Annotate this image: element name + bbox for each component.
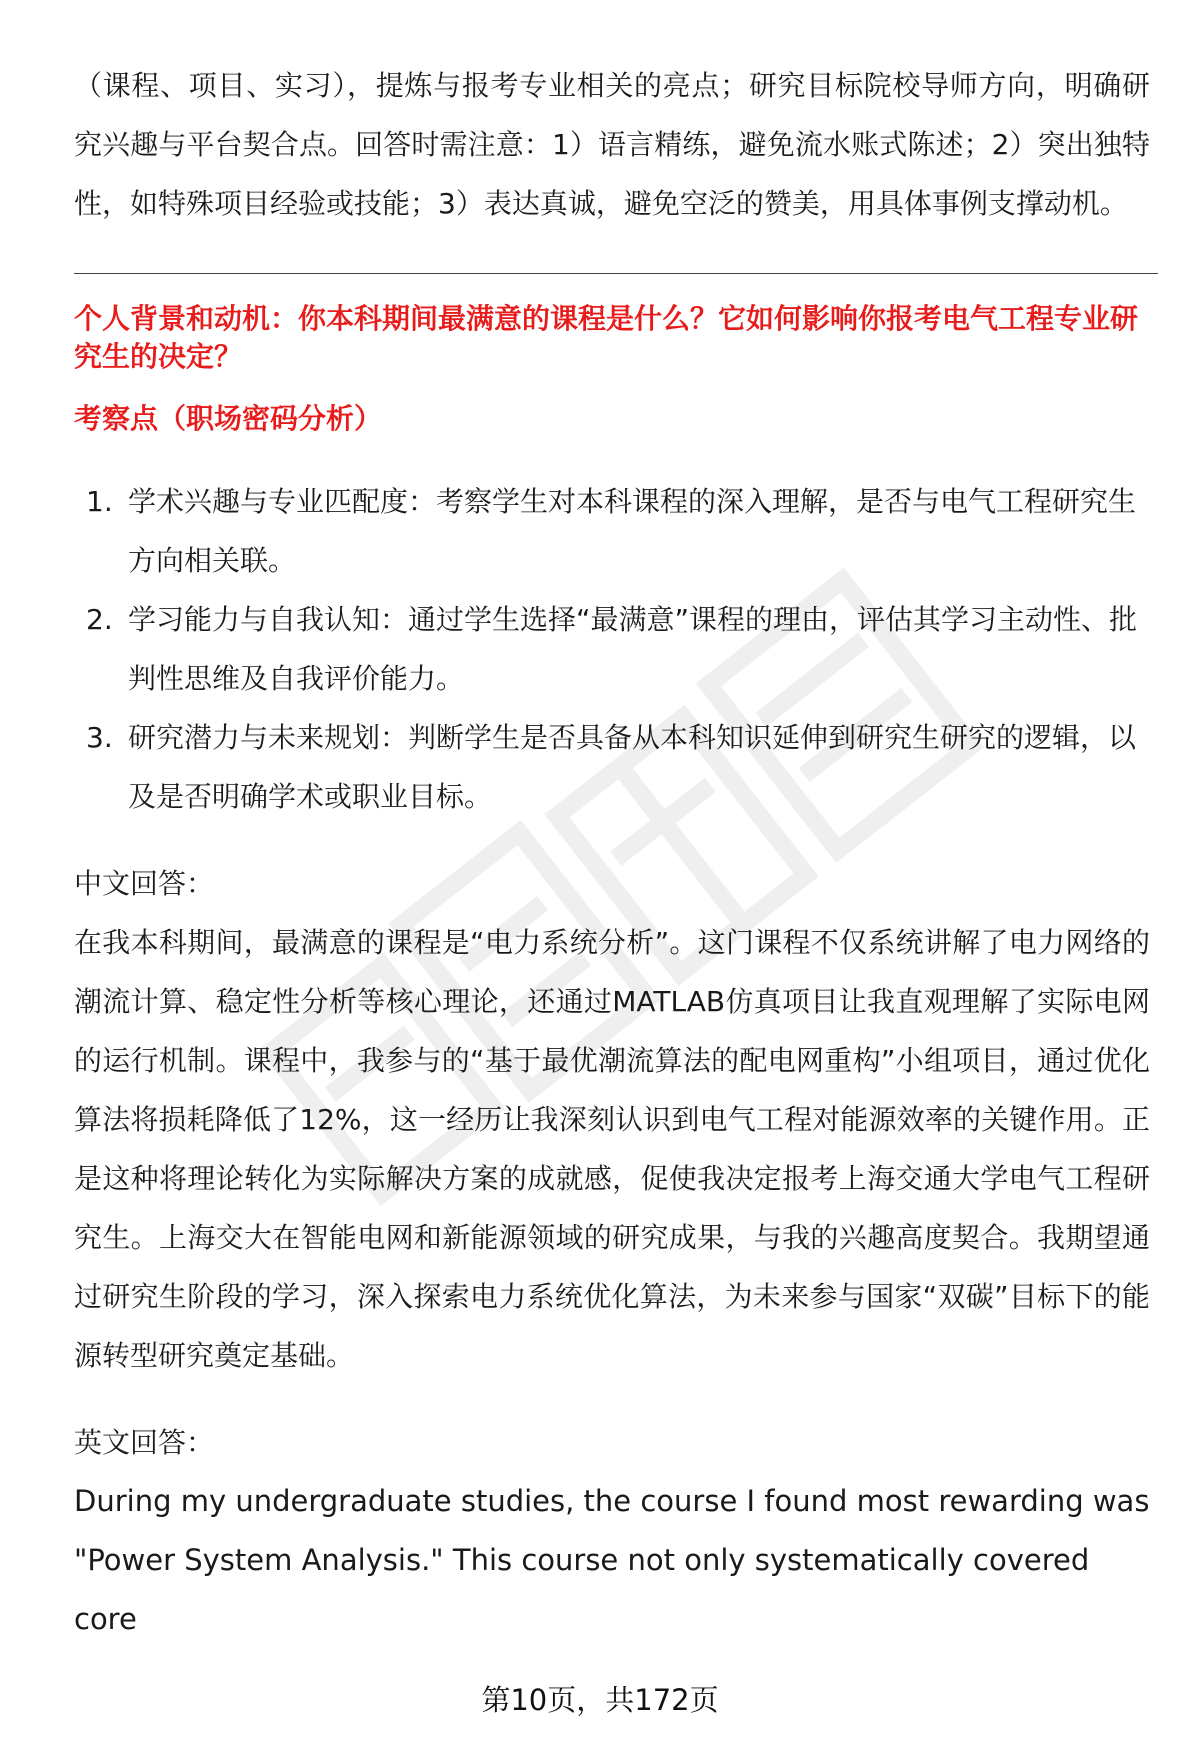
list-item-number: 3. [86, 721, 113, 754]
list-item [74, 472, 1150, 590]
english-answer-label: 英文回答： [74, 1426, 215, 1459]
list-item-text: 学习能力与自我认知：通过学生选择“最满意”课程的理由，评估其学习主动性、批判性思维及自我评价能力。 [128, 603, 1138, 695]
list-item-number: 2. [86, 603, 113, 636]
list-item-text: 学术兴趣与专业匹配度：考察学生对本科课程的深入理解，是否与电气工程研究生方向相关联。 [128, 485, 1137, 577]
assessment-points-list [74, 472, 1150, 826]
page-number-footer: 第10页，共172页 [481, 1683, 719, 1717]
section-divider [74, 273, 1158, 274]
list-item [74, 590, 1150, 708]
document-page [74, 56, 1150, 1649]
chinese-answer-label: 中文回答： [74, 867, 215, 900]
intro-paragraph: （课程、项目、实习），提炼与报考专业相关的亮点；研究目标院校导师方向，明确研究兴趣与平台契合点。回答时需注意：1）语言精练，避免流水账式陈述；2）突出独特性，如特殊项目经验或技能；3）表达真诚，避免空泛的赞美，用具体事例支撑动机。 [74, 69, 1150, 220]
english-answer-text: During my undergraduate studies, the course I found most rewarding was "Power System Analysis." This course not only systematically covered core [74, 1484, 1150, 1636]
list-item-text: 研究潜力与未来规划：判断学生是否具备从本科知识延伸到研究生研究的逻辑，以及是否明确学术或职业目标。 [128, 721, 1137, 813]
question-subheading: 考察点（职场密码分析） [74, 402, 383, 435]
chinese-answer-text: 在我本科期间，最满意的课程是“电力系统分析”。这门课程不仅系统讲解了电力网络的潮流计算、稳定性分析等核心理论，还通过MATLAB仿真项目让我直观理解了实际电网的运行机制。课程中，我参与的“基于最优潮流算法的配电网重构”小组项目，通过优化算法将损耗降低了12%，这一经历让我深刻认识到电气工程对能源效率的关键作用。正是这种将理论转化为实际解决方案的成就感，促使我决定报考上海交通大学电气工程研究生。上海交大在智能电网和新能源领域的研究成果，与我的兴趣高度契合。我期望通过研究生阶段的学习，深入探索电力系统优化算法，为未来参与国家“双碳”目标下的能源转型研究奠定基础。 [74, 926, 1150, 1372]
list-item [74, 708, 1150, 826]
question-title: 个人背景和动机：你本科期间最满意的课程是什么？它如何影响你报考电气工程专业研究生的决定？ [74, 302, 1139, 373]
list-item-number: 1. [86, 485, 113, 518]
